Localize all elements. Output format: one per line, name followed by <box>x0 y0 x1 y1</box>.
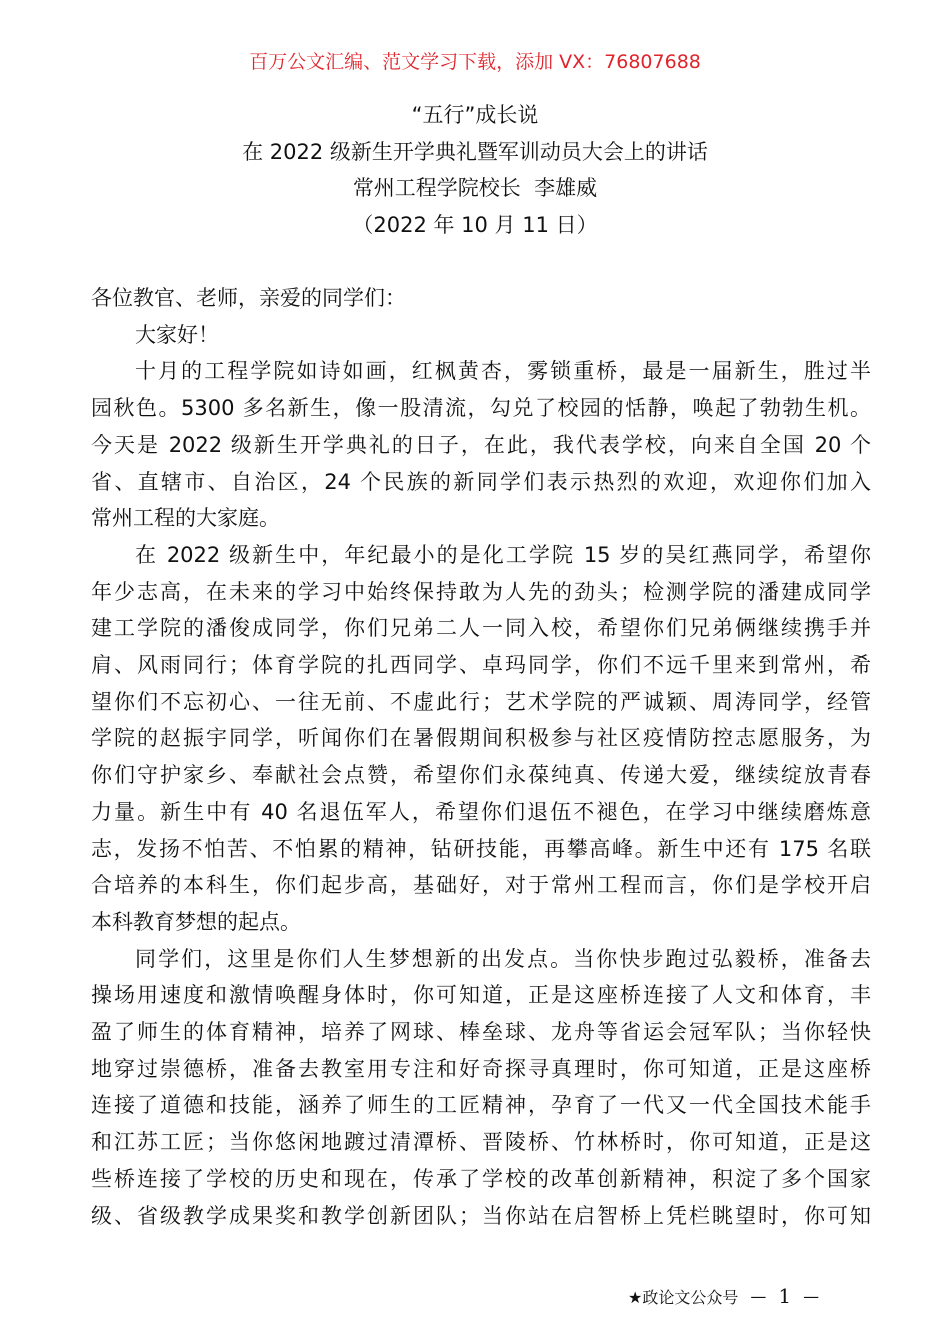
paragraph-line: 大家好！ <box>135 322 219 347</box>
paragraph-line: 连接了道德和技能，涵养了师生的工匠精神，孕育了一代又一代全国技术能手 <box>91 1093 871 1118</box>
paragraph-line: 些桥连接了学校的历史和现在，传承了学校的改革创新精神，积淀了多个国家 <box>91 1166 871 1191</box>
page-footer <box>628 1284 819 1308</box>
paragraph-line: 十月的工程学院如诗如画，红枫黄杏，雾锁重桥，最是一届新生，胜过半 <box>135 359 871 384</box>
paragraph-line: 本科教育梦想的起点。 <box>91 909 301 934</box>
paragraph-line: 和江苏工匠；当你悠闲地踱过清潭桥、晋陵桥、竹林桥时，你可知道，正是这 <box>91 1130 871 1155</box>
paragraph-line: 常州工程的大家庭。 <box>91 506 280 531</box>
greeting: 各位教官、老师，亲爱的同学们： <box>91 286 406 310</box>
watermark-banner: 百万公文汇编、范文学习下载，添加 VX：76807688 <box>249 51 701 73</box>
paragraph-line: 志，发扬不怕苦、不怕累的精神，钻研技能，再攀高峰。新生中还有 175 名联 <box>91 836 871 861</box>
document-subtitle: 在 2022 级新生开学典礼暨军训动员大会上的讲话 <box>242 139 708 164</box>
document-header <box>0 97 950 243</box>
paragraph-line: 园秋色。5300 多名新生，像一股清流，勾兑了校园的恬静，唤起了勃勃生机。 <box>91 396 871 421</box>
paragraph-line: 盈了师生的体育精神，培养了网球、棒垒球、龙舟等省运会冠军队；当你轻快 <box>91 1020 871 1045</box>
paragraph-line: 肩、风雨同行；体育学院的扎西同学、卓玛同学，你们不远千里来到常州，希 <box>91 653 871 678</box>
document-body <box>91 280 871 1234</box>
paragraph-line: 力量。新生中有 40 名退伍军人，希望你们退伍不褪色，在学习中继续磨炼意 <box>91 799 871 824</box>
footer-source: ★政论文公众号 <box>628 1287 739 1307</box>
document-date: （2022 年 10 月 11 日） <box>352 212 598 237</box>
document-author: 常州工程学院校长 李雄威 <box>352 176 598 200</box>
paragraph-line: 学院的赵振宇同学，听闻你们在暑假期间积极参与社区疫情防控志愿服务，为 <box>91 726 871 751</box>
paragraph-line: 你们守护家乡、奉献社会点赞，希望你们永葆纯真、传递大爱，继续绽放青春 <box>91 763 871 788</box>
paragraph-line: 望你们不忘初心、一往无前、不虚此行；艺术学院的严诚颖、周涛同学，经管 <box>91 689 871 714</box>
paragraph-line: 建工学院的潘俊成同学，你们兄弟二人一同入校，希望你们兄弟俩继续携手并 <box>91 616 871 641</box>
paragraph-line: 在 2022 级新生中，年纪最小的是化工学院 15 岁的吴红燕同学，希望你 <box>135 542 871 567</box>
paragraph-line: 省、直辖市、自治区，24 个民族的新同学们表示热烈的欢迎，欢迎你们加入 <box>91 469 871 494</box>
page-number-dash-left: — <box>750 1286 767 1306</box>
paragraph-line: 操场用速度和激情唤醒身体时，你可知道，正是这座桥连接了人文和体育，丰 <box>91 983 871 1008</box>
paragraph-line: 年少志高，在未来的学习中始终保持敢为人先的劲头；检测学院的潘建成同学 <box>91 579 871 604</box>
paragraph-line: 级、省级教学成果奖和教学创新团队；当你站在启智桥上凭栏眺望时，你可知 <box>91 1203 871 1228</box>
document-title: “五行”成长说 <box>411 103 539 127</box>
paragraph-line: 合培养的本科生，你们起步高，基础好，对于常州工程而言，你们是学校开启 <box>91 873 871 898</box>
paragraph-line: 同学们，这里是你们人生梦想新的出发点。当你快步跑过弘毅桥，准备去 <box>135 946 871 971</box>
paragraph-line: 地穿过崇德桥，准备去教室用专注和好奇探寻真理时，你可知道，正是这座桥 <box>91 1056 871 1081</box>
page-number: 1 <box>778 1284 792 1308</box>
paragraph-line: 今天是 2022 级新生开学典礼的日子，在此，我代表学校，向来自全国 20 个 <box>91 432 871 457</box>
page-number-dash-right: — <box>803 1286 820 1306</box>
